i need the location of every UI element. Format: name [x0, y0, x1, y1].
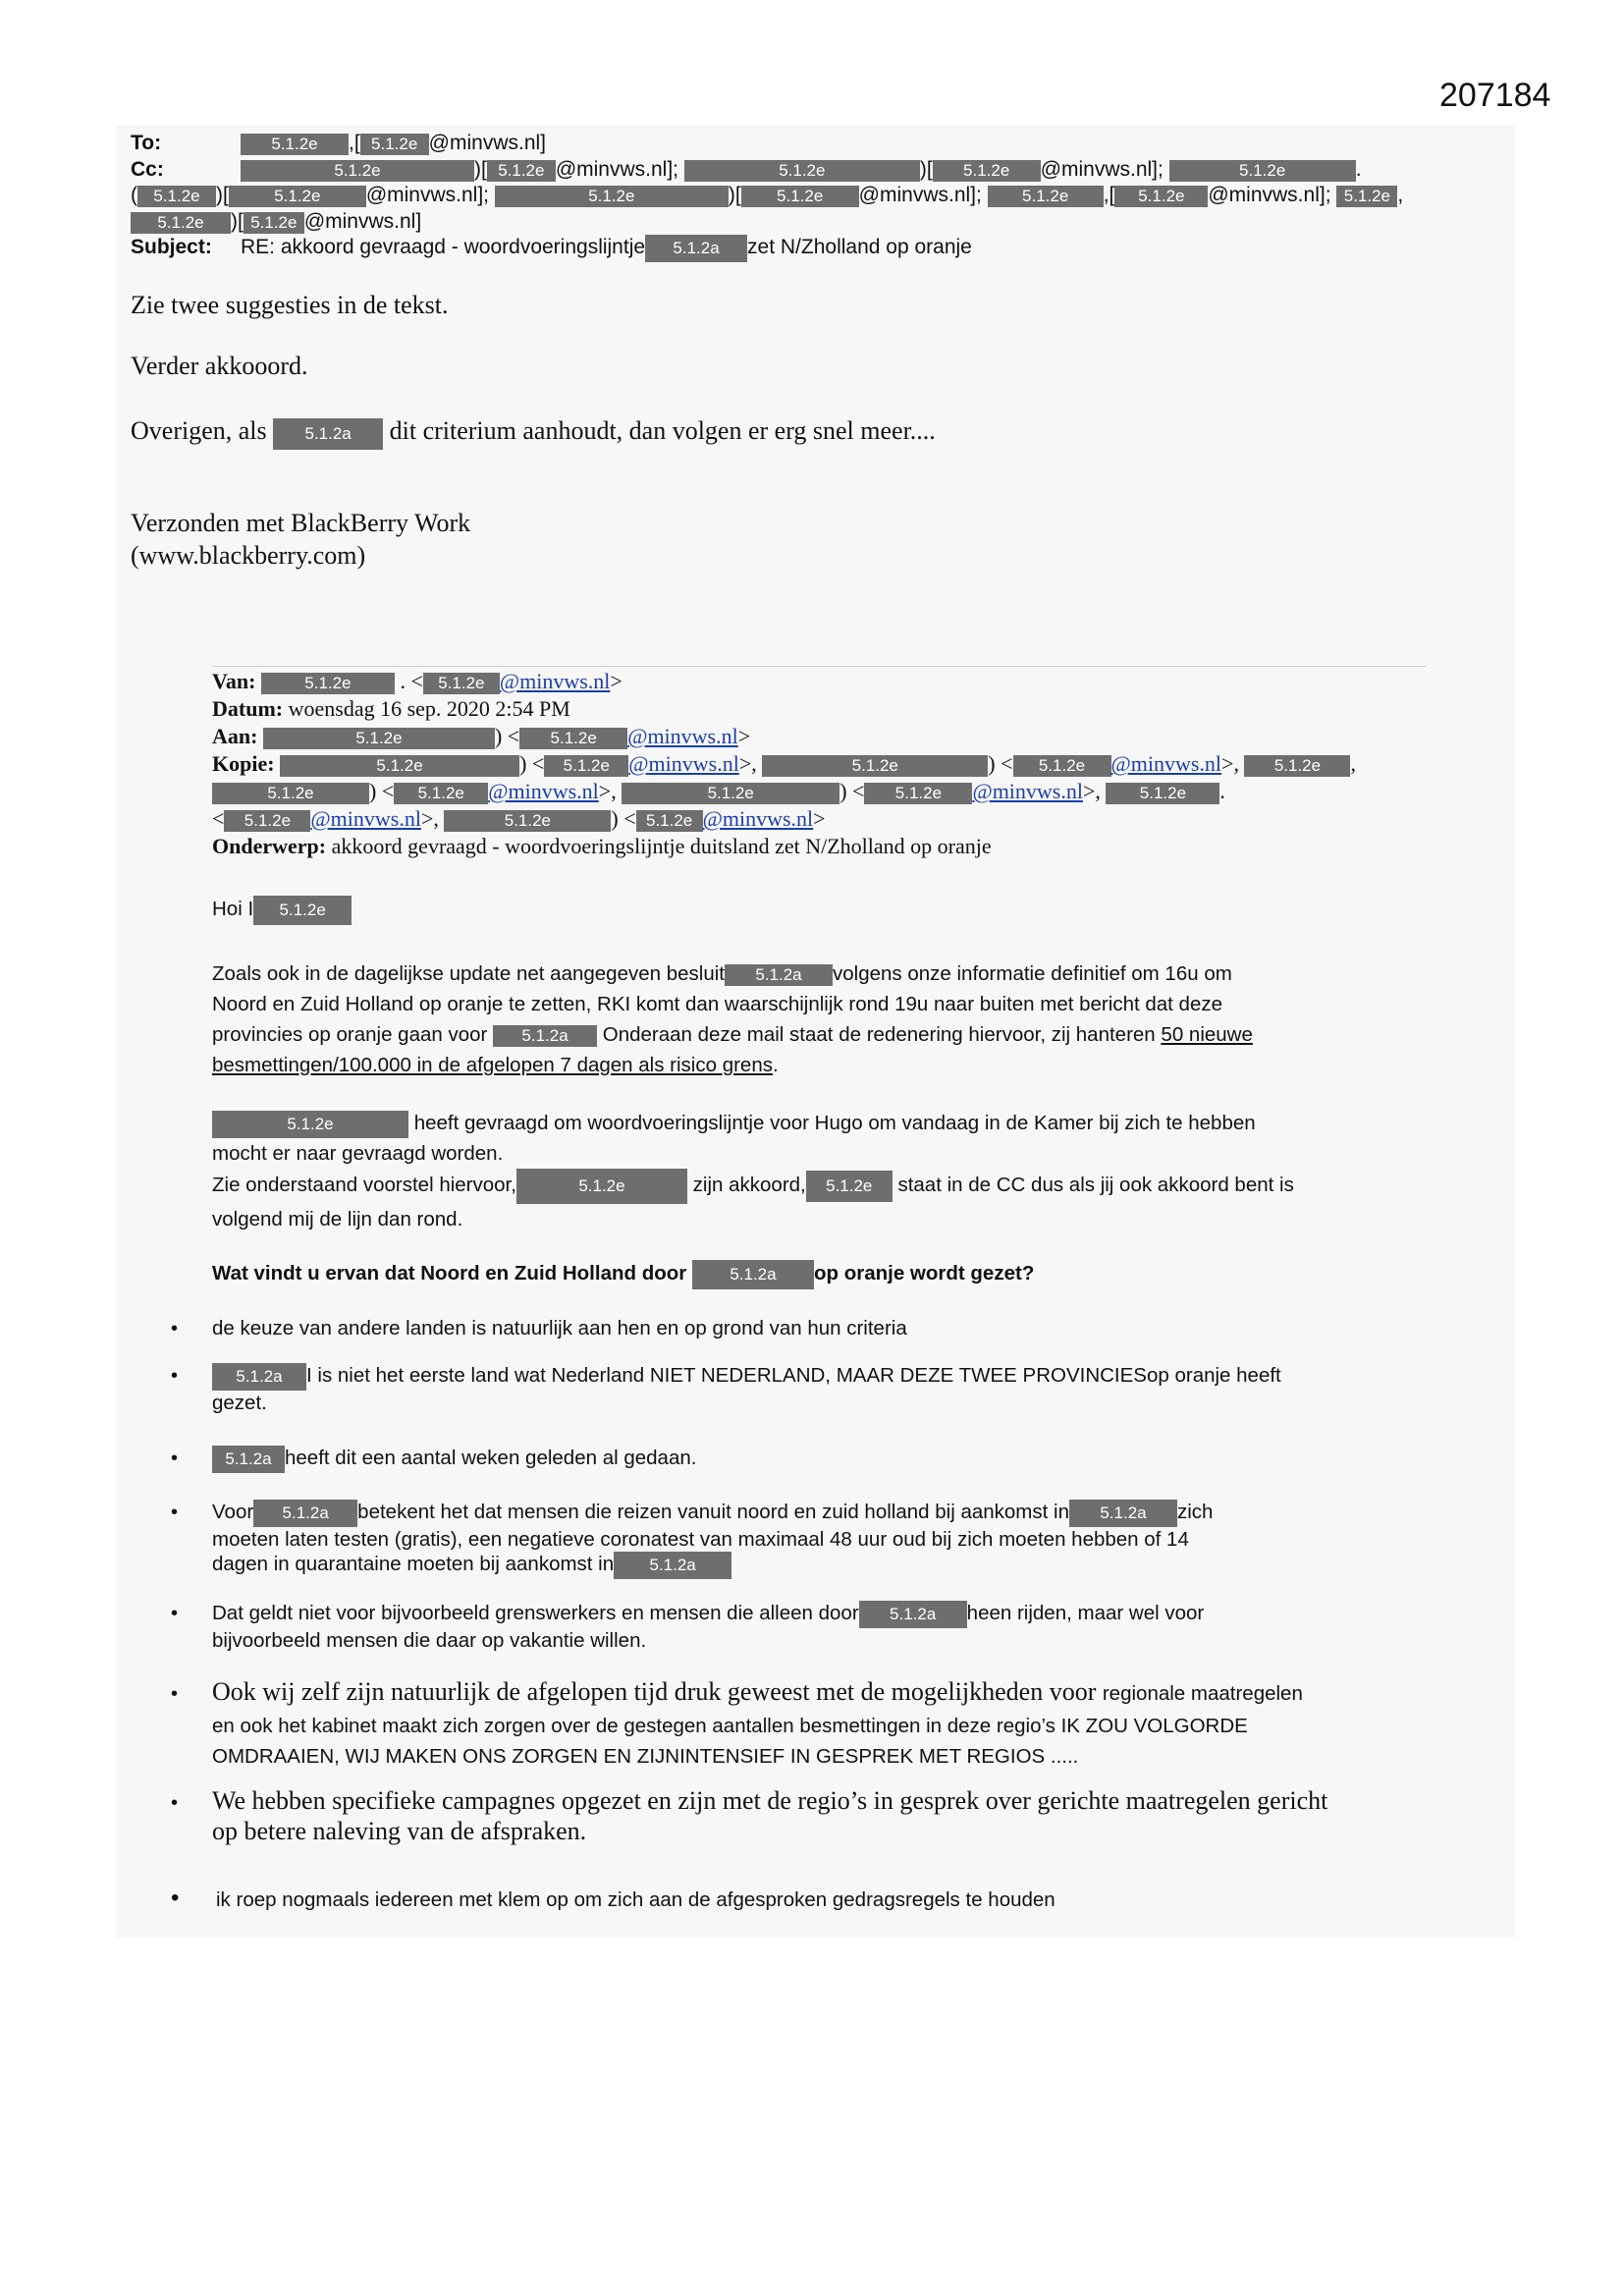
list-item: • 5.1.2a I is niet het eerste land wat Nederland NIET NEDERLAND, MAAR DEZE TWEE PROVINCIESop oranje heeft gezet.	[171, 1364, 1281, 1414]
kopie-email[interactable]: @minvws.nl	[972, 779, 1083, 803]
redaction-box: 5.1.2a	[273, 418, 383, 450]
to-email-domain: @minvws.nl]	[428, 132, 547, 154]
redaction-box: 5.1.2a	[645, 235, 747, 262]
van-email[interactable]: @minvws.nl	[499, 669, 611, 693]
aan-email[interactable]: @minvws.nl	[627, 724, 738, 748]
to-label: To:	[131, 132, 162, 154]
datum-label: Datum:	[212, 696, 284, 721]
redaction-box: 5.1.2e	[360, 134, 429, 155]
redaction-box: 5.1.2a	[725, 964, 833, 986]
cc-row-3: 5.1.2e )[ 5.1.2e @minvws.nl]	[131, 209, 1505, 236]
redaction-box: 5.1.2e	[423, 673, 500, 694]
bullet-icon: •	[171, 1502, 179, 1523]
bullet-icon: •	[171, 1318, 179, 1339]
redaction-box: 5.1.2a	[212, 1363, 306, 1391]
van-label: Van:	[212, 669, 256, 693]
list-item: • We hebben specifieke campagnes opgezet en zijn met de regio’s in gesprek over gerichte maatregelen gericht op betere naleving van de afspraken.	[171, 1786, 1328, 1845]
redaction-box: 5.1.2e	[684, 160, 920, 182]
redaction-box: 5.1.2e	[212, 1111, 408, 1138]
redaction-box: 5.1.2e	[444, 810, 611, 832]
redaction-box: 5.1.2e	[622, 783, 839, 804]
redaction-box: 5.1.2e	[741, 186, 859, 207]
signature-line-1: Verzonden met BlackBerry Work	[131, 509, 471, 537]
cc-label: Cc:	[131, 157, 164, 181]
greeting: Hoi I 5.1.2e	[212, 894, 1449, 925]
cc-row-2: ( 5.1.2e )[ 5.1.2e @minvws.nl]; 5.1.2e )[ 5.1.2e @minvws.nl]; 5.1.2e ,[ 5.1.2e @minvws.nl]; 5.1.2e ,	[131, 184, 1404, 206]
redaction-box: 5.1.2e	[636, 810, 703, 832]
subject-label: Subject:	[131, 236, 212, 258]
redaction-box: 5.1.2a	[253, 1500, 357, 1527]
redaction-box: 5.1.2e	[988, 186, 1104, 207]
redaction-box: 5.1.2e	[241, 160, 474, 182]
redaction-box: 5.1.2e	[1169, 160, 1356, 182]
paragraph-woordvoering: 5.1.2e heeft gevraagd om woordvoeringslijntje voor Hugo om vandaag in de Kamer bij zich te hebben mocht er naar gevraagd worden. Zie onderstaand voorstel hiervoor, 5.1.2e zijn akkoord, 5.1.2e staat in de CC dus als jij ook akkoord bent is volgend mij de lijn dan rond.	[212, 1112, 1294, 1230]
forward-divider	[212, 666, 1426, 667]
list-item: • ik roep nogmaals iedereen met klem op om zich aan de afgesproken gedragsregels te houden	[171, 1885, 1056, 1911]
redaction-box: 5.1.2e	[212, 783, 369, 804]
redaction-box: 5.1.2e	[137, 186, 216, 207]
redaction-box: 5.1.2e	[1106, 783, 1219, 804]
aan-label: Aan:	[212, 724, 258, 748]
reply-line-akkoord: Verder akkooord.	[131, 352, 308, 380]
redaction-box: 5.1.2e	[263, 728, 495, 749]
list-item: • de keuze van andere landen is natuurlijk aan hen en op grond van hun criteria	[171, 1317, 907, 1339]
redaction-box: 5.1.2e	[229, 186, 366, 207]
redaction-box: 5.1.2a	[614, 1552, 731, 1579]
kopie-email[interactable]: @minvws.nl	[628, 751, 739, 776]
question-heading: Wat vindt u ervan dat Noord en Zuid Holland door 5.1.2a op oranje wordt gezet?	[212, 1258, 1449, 1289]
bullet-icon: •	[171, 1603, 179, 1624]
subject-row: Subject: RE: akkoord gevraagd - woordvoeringslijntje 5.1.2a zet N/Zholland op oranje	[131, 235, 1505, 261]
redaction-box: 5.1.2a	[212, 1446, 285, 1473]
redaction-box: 5.1.2e	[933, 160, 1041, 182]
redaction-box: 5.1.2e	[1336, 186, 1397, 207]
redaction-box: 5.1.2e	[253, 896, 352, 925]
paragraph-besluit: Zoals ook in de dagelijkse update net aangegeven besluit 5.1.2a volgens onze informatie definitief om 16u om Noord en Zuid Holland op oranje te zetten, RKI komt dan waarschijnlijk rond 19u naar buiten met bericht dat deze provincies op oranje gaan voor 5.1.2a Onderaan deze mail staat de redenering hiervoor, zij hanteren 50 nieuwe besmettingen/100.000 in de afgelopen 7 dagen als risico grens.	[212, 962, 1253, 1076]
kopie-email[interactable]: @minvws.nl	[488, 779, 599, 803]
datum-value: woensdag 16 sep. 2020 2:54 PM	[288, 696, 570, 721]
redaction-box: 5.1.2e	[1013, 755, 1111, 777]
redaction-box: 5.1.2e	[487, 160, 556, 182]
redaction-box: 5.1.2a	[692, 1260, 814, 1289]
redaction-box: 5.1.2e	[864, 783, 972, 804]
redaction-box: 5.1.2e	[224, 810, 310, 832]
bullet-icon: •	[171, 1792, 179, 1814]
redaction-box: 5.1.2e	[131, 212, 231, 234]
bullet-icon: •	[171, 1885, 180, 1911]
redaction-box: 5.1.2e	[1114, 186, 1208, 207]
redaction-box: 5.1.2e	[241, 134, 349, 155]
redaction-box: 5.1.2e	[544, 755, 628, 777]
onderwerp-label: Onderwerp:	[212, 834, 327, 858]
redaction-box: 5.1.2e	[261, 673, 395, 694]
redaction-box: 5.1.2a	[1069, 1500, 1177, 1527]
reply-line-suggesties: Zie twee suggesties in de tekst.	[131, 291, 449, 319]
redaction-box: 5.1.2a	[859, 1601, 967, 1628]
kopie-email[interactable]: @minvws.nl	[1110, 751, 1222, 776]
signature-line-2: (www.blackberry.com)	[131, 541, 366, 570]
redaction-box: 5.1.2e	[280, 755, 519, 777]
redaction-box: 5.1.2e	[516, 1169, 687, 1204]
list-item: • 5.1.2a heeft dit een aantal weken geleden al gedaan.	[212, 1446, 1439, 1473]
redaction-box: 5.1.2e	[495, 186, 729, 207]
redaction-box: 5.1.2a	[493, 1025, 597, 1047]
list-item: • Dat geldt niet voor bijvoorbeeld grenswerkers en mensen die alleen door 5.1.2a heen rijden, maar wel voor bijvoorbeeld mensen die daar op vakantie willen.	[171, 1602, 1205, 1652]
reply-line-overigen: Overigen, als 5.1.2a dit criterium aanhoudt, dan volgen er erg snel meer....	[131, 415, 936, 450]
bullet-icon: •	[171, 1448, 179, 1469]
subject-text: RE: akkoord gevraagd - woordvoeringslijntje	[241, 236, 646, 258]
redaction-box: 5.1.2e	[519, 728, 627, 749]
redaction-box: 5.1.2e	[1244, 755, 1350, 777]
forwarded-header: Van: 5.1.2e . < 5.1.2e @minvws.nl> Datum: woensdag 16 sep. 2020 2:54 PM Aan: 5.1.2e ) < 5.1.2e @minvws.nl> Kopie: 5.1.2e ) < 5.1.2e @minvws.nl>, 5.1.2e ) < 5.1.2e @minvws.nl>, 5.1.2e , 5.1.2e ) < 5.1.2e @minvws.nl>, 5.1.2e ) < 5.1.2e @minvws.nl>, 5.1.2e . < 5.1.2e @minvws.nl>, 5.1.2e ) < 5.1.2e @minvws.nl> Onderwerp: akkoord gevraagd - woordvoeringslijntje duitsland zet N/Zholland op oranje	[212, 669, 1356, 858]
redaction-box: 5.1.2e	[762, 755, 988, 777]
list-item: • Voor 5.1.2a betekent het dat mensen die reizen vanuit noord en zuid holland bij aankomst in 5.1.2a zich moeten laten testen (gratis), een negatieve coronatest van maximaal 48 uur oud bij zich moeten hebben of 14 dagen in quarantaine moeten bij aankomst in 5.1.2a	[212, 1500, 1439, 1579]
kopie-email[interactable]: @minvws.nl	[310, 806, 421, 831]
kopie-label: Kopie:	[212, 751, 275, 776]
redaction-box: 5.1.2e	[244, 212, 304, 234]
onderwerp-value: akkoord gevraagd - woordvoeringslijntje duitsland zet N/Zholland op oranje	[331, 834, 992, 858]
kopie-email[interactable]: @minvws.nl	[702, 806, 814, 831]
list-item: • Ook wij zelf zijn natuurlijk de afgelopen tijd druk geweest met de mogelijkheden voor regionale maatregelen en ook het kabinet maakt zich zorgen over de gestegen aantallen besmettingen in deze regio’s IK ZOU VOLGORDE OMDRAAIEN, WIJ MAKEN ONS ZORGEN EN ZIJNINTENSIEF IN GESPREK MET REGIOS .....	[171, 1677, 1303, 1768]
document-number: 207184	[1439, 77, 1551, 114]
redaction-box: 5.1.2e	[806, 1171, 893, 1202]
cc-row-1: Cc: 5.1.2e )[ 5.1.2e @minvws.nl]; 5.1.2e )[ 5.1.2e @minvws.nl]; 5.1.2e .	[131, 157, 1505, 184]
bullet-icon: •	[171, 1683, 179, 1705]
redaction-box: 5.1.2e	[394, 783, 488, 804]
email-header	[131, 131, 1505, 261]
to-row: To: 5.1.2e ,[ 5.1.2e @minvws.nl]	[131, 131, 1505, 157]
bullet-icon: •	[171, 1365, 179, 1387]
